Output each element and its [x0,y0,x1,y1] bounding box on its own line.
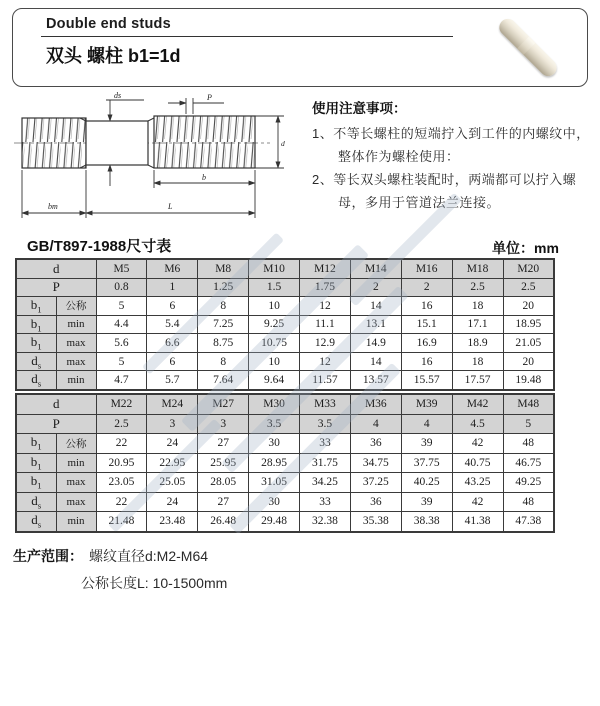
table-cell: 16 [401,297,452,316]
table-cell: 1 [147,278,198,297]
row-label: d [16,394,96,414]
table-cell: 5.6 [96,334,147,353]
table-cell: 8.75 [198,334,249,353]
header-card [12,8,588,87]
usage-notes [312,97,598,214]
table-cell: 20 [503,297,554,316]
table-cell: 3.5 [300,414,351,434]
table-row [16,492,554,512]
table-cell: M20 [503,259,554,278]
table-cell: 17.57 [452,371,503,390]
table-cell: 30 [249,492,300,512]
table-cell: 11.57 [300,371,351,390]
table-cell: M33 [300,394,351,414]
table-cell: 28.95 [249,453,300,473]
table-cell: 32.38 [300,512,351,532]
dim-label-p: P [207,93,212,102]
table-cell: M5 [96,259,147,278]
table-cell: 35.38 [350,512,401,532]
table-cell: 12 [300,352,351,371]
table-cell: 48 [503,434,554,454]
table-cell: M42 [452,394,503,414]
note-line: 1、不等长螺柱的短端拧入到工件的内螺纹中， [312,126,590,141]
table-cell: 13.57 [350,371,401,390]
table-cell: M10 [249,259,300,278]
table-cell: 34.25 [300,473,351,493]
production-range [13,546,227,593]
row-sublabel: max [56,473,96,493]
table-cell: 18.95 [503,315,554,334]
table-cell: 4.5 [452,414,503,434]
table-cell: 2 [350,278,401,297]
table-row [16,473,554,493]
note-line: 2、等长双头螺柱装配时，两端都可以拧入螺 [312,172,577,187]
table-cell: M30 [249,394,300,414]
row-label: P [16,414,96,434]
table-cell: M48 [503,394,554,414]
table-row [16,278,554,297]
table-cell: 0.8 [96,278,147,297]
table-cell: 18 [452,297,503,316]
row-label: $d_s$ [16,512,56,532]
table-cell: 26.48 [198,512,249,532]
table-cell: 8 [198,297,249,316]
table-row [16,334,554,353]
table-cell: M22 [96,394,147,414]
table-cell: 10 [249,352,300,371]
table-cell: 11.1 [300,315,351,334]
table-cell: 29.48 [249,512,300,532]
table-cell: 37.75 [401,453,452,473]
row-sublabel: 公称 [56,297,96,316]
dim-label-ds: ds [114,91,122,100]
row-sublabel: min [56,371,96,390]
table-cell: 24 [147,434,198,454]
table-cell: 2.5 [96,414,147,434]
table-row [16,352,554,371]
table-cell: 14 [350,352,401,371]
page-title-cn: 双头 螺柱 b1=1d [46,46,181,66]
row-sublabel: max [56,492,96,512]
table-row [16,315,554,334]
table-cell: 1.25 [198,278,249,297]
table-cell: 15.1 [401,315,452,334]
unit-label: 单位：mm [492,240,559,256]
table-cell: 28.05 [198,473,249,493]
dim-label-bm: bm [48,202,58,211]
table-cell: 17.1 [452,315,503,334]
table-cell: M8 [198,259,249,278]
row-label: $b_1$ [16,315,56,334]
row-label: $b_1$ [16,453,56,473]
nominal-length-range: 公称长度L: 10-1500mm [81,575,228,591]
dimension-table-title: GB/T897-1988尺寸表 [27,238,172,255]
row-label: $d_s$ [16,492,56,512]
table-cell: 4.7 [96,371,147,390]
table-cell: 2 [401,278,452,297]
table-cell: 33 [300,492,351,512]
plain-middle-section [86,121,148,165]
table-cell: 25.95 [198,453,249,473]
dim-label-l: L [168,202,173,211]
table-cell: 46.75 [503,453,554,473]
table-cell: 36 [350,492,401,512]
table-cell: 24 [147,492,198,512]
table-cell: 7.64 [198,371,249,390]
table-cell: M12 [300,259,351,278]
table-cell: 3 [147,414,198,434]
table-cell: 5 [96,352,147,371]
title-divider [41,36,453,37]
note-line: 母，多用于管道法兰连接。 [338,195,501,210]
note-line: 整体作为螺栓使用： [338,149,460,164]
table-cell: 18 [452,352,503,371]
table-row [16,414,554,434]
table-cell: 5.4 [147,315,198,334]
table-cell: 2.5 [452,278,503,297]
left-thread-section [22,118,86,168]
table-cell: 30 [249,434,300,454]
table-cell: 37.25 [350,473,401,493]
table-cell: M16 [401,259,452,278]
row-label: $b_1$ [16,334,56,353]
row-sublabel: min [56,453,96,473]
row-sublabel: 公称 [56,434,96,454]
table-cell: 9.64 [249,371,300,390]
table-cell: 12.9 [300,334,351,353]
table-cell: 6.6 [147,334,198,353]
table-cell: 2.5 [503,278,554,297]
table-cell: M18 [452,259,503,278]
page-title-en: Double end studs [46,16,171,32]
table-cell: 16.9 [401,334,452,353]
table-cell: 33 [300,434,351,454]
table-cell: 20.95 [96,453,147,473]
table-cell: 6 [147,297,198,316]
production-range-label: 生产范围： [13,548,83,564]
row-sublabel: max [56,352,96,371]
stud-product-image [496,15,560,79]
row-label: d [16,259,96,278]
table-cell: 31.75 [300,453,351,473]
usage-notes-title: 使用注意事项： [312,101,407,116]
table-cell: 27 [198,492,249,512]
table-cell: 6 [147,352,198,371]
table-row [16,512,554,532]
dim-label-b: b [202,173,206,182]
row-label: $b_1$ [16,297,56,316]
table-row [16,394,554,414]
table-cell: 23.05 [96,473,147,493]
row-sublabel: min [56,512,96,532]
usage-notes-body [312,122,598,214]
table-cell: 25.05 [147,473,198,493]
table-cell: 5 [96,297,147,316]
table-row [16,297,554,316]
table-cell: M6 [147,259,198,278]
dimension-table-1 [15,258,555,391]
table-cell: 22.95 [147,453,198,473]
row-label: $b_1$ [16,434,56,454]
dimension-table-2 [15,393,555,533]
table-cell: 43.25 [452,473,503,493]
table-cell: M24 [147,394,198,414]
table-cell: 49.25 [503,473,554,493]
table-cell: 14 [350,297,401,316]
table-cell: 42 [452,492,503,512]
table-cell: 36 [350,434,401,454]
table-cell: 10 [249,297,300,316]
row-label: P [16,278,96,297]
table-cell: 40.75 [452,453,503,473]
stud-technical-drawing [10,90,306,230]
table-cell: 48 [503,492,554,512]
table-cell: 4 [401,414,452,434]
row-sublabel: max [56,334,96,353]
table-cell: 4.4 [96,315,147,334]
table-cell: 12 [300,297,351,316]
table-cell: 21.48 [96,512,147,532]
table-cell: 23.48 [147,512,198,532]
table-cell: 38.38 [401,512,452,532]
table-cell: 10.75 [249,334,300,353]
table-cell: 39 [401,492,452,512]
table-cell: 21.05 [503,334,554,353]
table-cell: 41.38 [452,512,503,532]
table-cell: M14 [350,259,401,278]
table-cell: 47.38 [503,512,554,532]
table-cell: M36 [350,394,401,414]
table-cell: 5.7 [147,371,198,390]
table-cell: 20 [503,352,554,371]
table-cell: 27 [198,434,249,454]
right-thread-section [154,116,255,168]
row-label: $d_s$ [16,352,56,371]
table-row [16,371,554,390]
row-sublabel: min [56,315,96,334]
table-cell: 1.5 [249,278,300,297]
table-row [16,453,554,473]
table-cell: 7.25 [198,315,249,334]
table-cell: 19.48 [503,371,554,390]
table-cell: 14.9 [350,334,401,353]
table-cell: 31.05 [249,473,300,493]
table-row [16,259,554,278]
table-cell: 13.1 [350,315,401,334]
table-cell: 9.25 [249,315,300,334]
table-cell: 40.25 [401,473,452,493]
table-cell: 22 [96,492,147,512]
table-cell: 1.75 [300,278,351,297]
table-cell: 4 [350,414,401,434]
table-cell: M39 [401,394,452,414]
table-cell: M27 [198,394,249,414]
table-row [16,434,554,454]
row-label: $d_s$ [16,371,56,390]
table-cell: 18.9 [452,334,503,353]
table-cell: 42 [452,434,503,454]
table-cell: 3 [198,414,249,434]
table-cell: 22 [96,434,147,454]
row-label: $b_1$ [16,473,56,493]
table-cell: 15.57 [401,371,452,390]
table-cell: 34.75 [350,453,401,473]
table-cell: 5 [503,414,554,434]
table-cell: 16 [401,352,452,371]
table-cell: 3.5 [249,414,300,434]
dim-label-d: d [281,139,285,148]
table-cell: 39 [401,434,452,454]
table-cell: 8 [198,352,249,371]
thread-diameter-range: 螺纹直径d:M2-M64 [89,548,209,564]
